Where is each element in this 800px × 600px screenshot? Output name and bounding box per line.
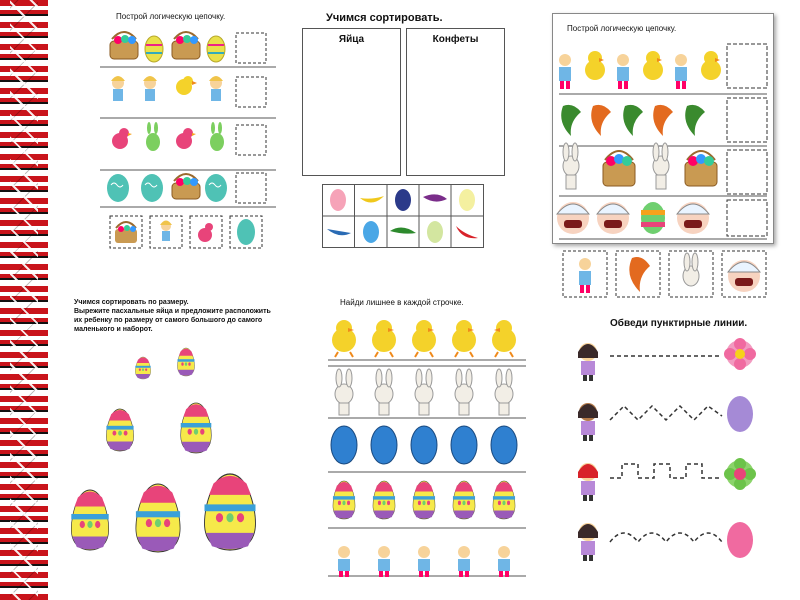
trace-title: Обведи пунктирные линии. (610, 318, 748, 329)
sorting-cutouts (322, 184, 484, 248)
size-sort-line3: их ребенку по размеру от самого большого до самого (74, 317, 263, 324)
chain-left-drawing (98, 25, 278, 215)
candies-column (406, 28, 505, 176)
chain-right-panel (552, 13, 774, 244)
trace-panel (572, 330, 772, 590)
size-sort-line1: Учимся сортировать по размеру. (74, 299, 189, 306)
size-sort-line4: маленького и наборот. (74, 326, 153, 333)
size-sort-instructions (74, 298, 284, 334)
embroidery-border (0, 0, 48, 600)
chain-right-title: Построй логическую цепочку. (567, 24, 677, 33)
candies-column-label: Конфеты (432, 34, 479, 45)
eggs-column-label: Яйца (338, 34, 365, 45)
sorting-title: Учимся сортировать. (326, 12, 443, 24)
chain-right-cutouts (562, 250, 770, 298)
size-sort-eggs (60, 340, 300, 560)
eggs-column (302, 28, 401, 176)
basket-icon (110, 32, 138, 59)
chain-left-panel (98, 25, 278, 215)
chain-left-title: Построй логическую цепочку. (116, 12, 226, 21)
odd-one-title: Найди лишнее в каждой строчке. (340, 298, 464, 307)
size-sort-line2: Вырежите пасхальные яйца и предложите расположить (74, 308, 271, 315)
odd-one-panel (326, 310, 530, 590)
chain-left-cutouts (108, 214, 268, 250)
chain-right-drawing (553, 34, 773, 243)
